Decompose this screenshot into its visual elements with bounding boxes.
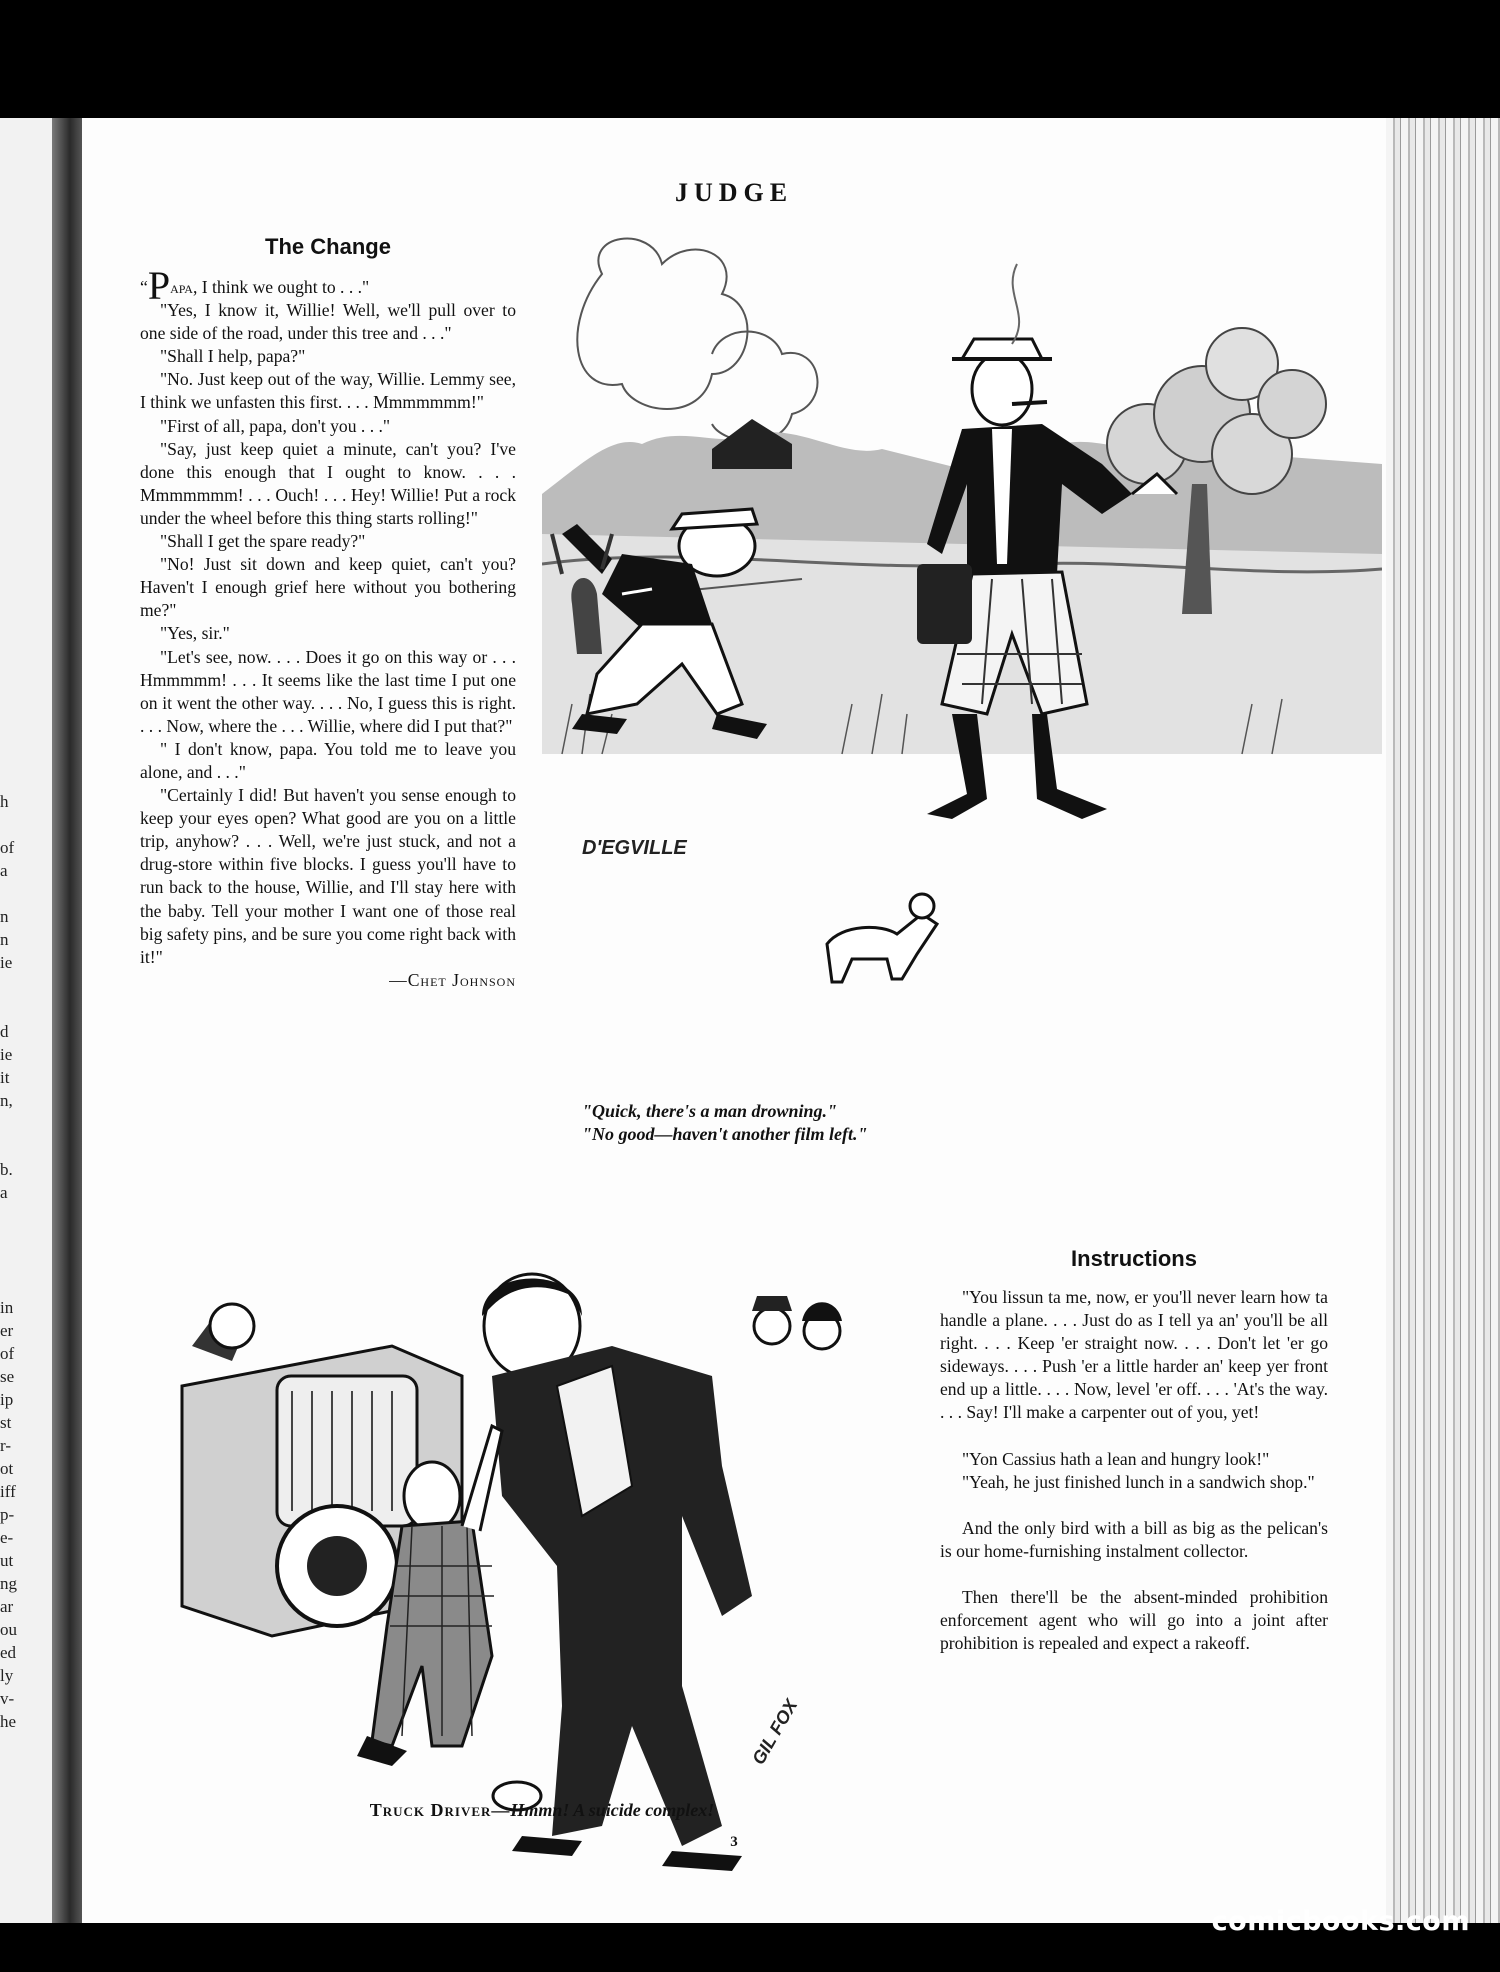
- left-page-fragment: ar: [0, 1597, 14, 1616]
- instructions-heading: Instructions: [1071, 1246, 1197, 1271]
- story-paragraph: "Certainly I did! But haven't you sense enough to keep your eyes open? What good are you on a little trip, anyhow? . . . Well, we're just stuck, and not a drug-store within five blocks. I guess you'll have to run back to the house, Willie, and I'll stay here with the baby. Tell your mother I want one of those real big safety pins, and be sure you come right back with it!": [140, 785, 516, 967]
- small-dog: [827, 894, 937, 982]
- left-page-fragment: b.: [0, 1160, 13, 1179]
- left-page-fragment: r-: [0, 1436, 11, 1455]
- cartoon1-caption: [582, 1100, 1282, 1146]
- page-number: 3: [730, 1834, 738, 1850]
- left-page-fragment: ot: [0, 1459, 14, 1478]
- story-first-caps: apa: [170, 277, 193, 297]
- left-page-fragment: a: [0, 861, 8, 880]
- story-paragraph: "Yes, sir.": [160, 623, 230, 644]
- caption-quote: Hmmn! A suicide complex!: [510, 1800, 715, 1820]
- left-page-fragment: v-: [0, 1689, 15, 1708]
- story-paragraph: "First of all, papa, don't you . . .": [160, 415, 391, 436]
- left-page-fragment: [0, 1204, 18, 1227]
- left-page-fragment: ly: [0, 1666, 14, 1685]
- cartoon2-signature: GIL FOX: [748, 1695, 802, 1768]
- left-page-fragment: e-: [0, 1528, 14, 1547]
- left-page-fragment: iff: [0, 1482, 16, 1501]
- left-page-fragment: se: [0, 1367, 15, 1386]
- left-page-fragment: of: [0, 1344, 15, 1363]
- left-page-fragment: [0, 1112, 18, 1135]
- left-page-fragment: ie: [0, 953, 13, 972]
- caption-line-2: "No good—haven't another film left.": [582, 1124, 868, 1144]
- instructions-paragraph: "You lissun ta me, now, er you'll never learn how ta handle a plane. . . . Just do as I tell ya an' you'll be all right. . . . Keep 'er straight now. . . . Don't let 'er go sideways. . . . Push 'er a little harder an' keep yer front end up a little. . . . Now, level 'er off. . . . 'At's the way. . . . Say! I'll make a carpenter out of you, yet!: [940, 1287, 1328, 1423]
- caption-speaker: Truck Driver—: [369, 1800, 511, 1820]
- left-page-fragment: [0, 1227, 18, 1250]
- instructions-paragraph: And the only bird with a bill as big as the pelican's is our home-furnishing instalment collector.: [940, 1517, 1328, 1561]
- left-page-text-fragments: [0, 790, 18, 1733]
- left-page-fragment: d: [0, 1022, 9, 1041]
- story-first-rest: , I think we ought to . . .": [192, 277, 370, 297]
- story-paragraph: "Yes, I know it, Willie! Well, we'll pull over to one side of the road, under this tree and . . .": [140, 300, 516, 344]
- cartoon1-signature: D'EGVILLE: [582, 837, 687, 859]
- left-page-fragment: n: [0, 907, 9, 926]
- left-page-fragment: n,: [0, 1091, 13, 1110]
- story-paragraph: "No! Just sit down and keep quiet, can't you? Haven't I enough grief here without you bothering me?": [140, 554, 516, 621]
- magazine-title: JUDGE: [674, 178, 794, 207]
- left-page-fragment: [0, 813, 18, 836]
- story-paragraph: "Let's see, now. . . . Does it go on this way or . . . Hmmmmm! . . . It seems like the last time I put one on it went the other way. . . . No, I guess this is right. . . . Now, where the . . . Willie, where did I put that?": [140, 646, 516, 736]
- story-paragraph: "Say, just keep quiet a minute, can't you? I've done this enough that I ought to know. . . . Mmmmmmm! . . . Ouch! . . . Hey! Willie! Put a rock under the wheel before this thing starts rolling!": [140, 438, 516, 528]
- instructions-paragraph: "Yon Cassius hath a lean and hungry look!": [962, 1448, 1270, 1469]
- onlookers: [752, 1296, 842, 1349]
- left-page-fragment: [0, 974, 18, 997]
- story-paragraph: "No. Just keep out of the way, Willie. Lemmy see, I think we unfasten this first. . . . Mmmmmmm!": [140, 369, 516, 413]
- left-page-fragment: st: [0, 1413, 12, 1432]
- story-heading: The Change: [265, 234, 391, 259]
- left-page-fragment: [0, 882, 18, 905]
- left-page-fragment: in: [0, 1298, 14, 1317]
- instructions-paragraph: "Yeah, he just finished lunch in a sandwich shop.": [962, 1471, 1315, 1492]
- cartoon2-caption: [162, 1800, 922, 1821]
- cartoon-photographer-illustration: [542, 234, 1382, 994]
- instructions-paragraph: Then there'll be the absent-minded prohibition enforcement agent who will go into a joint after prohibition is repealed and expect a rakeoff.: [940, 1586, 1328, 1654]
- left-page-fragment: he: [0, 1712, 17, 1731]
- story-first-paragraph: “Papa, I think we ought to . . .": [140, 263, 370, 308]
- left-page-fragment: n: [0, 930, 9, 949]
- left-page-fragment: ip: [0, 1390, 14, 1409]
- book-gutter: [52, 118, 82, 1923]
- left-page-fragment: [0, 1135, 18, 1158]
- instructions-body: [940, 1286, 1328, 1655]
- left-page-fragment: [0, 997, 18, 1020]
- left-page-fragment: ut: [0, 1551, 14, 1570]
- story-paragraph: "Shall I get the spare ready?": [160, 531, 366, 552]
- watermark: comicbooks.com: [1211, 1906, 1470, 1937]
- left-page-fragment: [0, 1273, 18, 1296]
- left-page-fragment: p-: [0, 1505, 15, 1524]
- story-byline: —Chet Johnson: [389, 969, 516, 990]
- caption-line-1: "Quick, there's a man drowning.": [582, 1101, 838, 1121]
- drop-cap: P: [147, 263, 171, 308]
- left-page-fragment: h: [0, 792, 9, 811]
- left-page-fragment: ed: [0, 1643, 17, 1662]
- left-page-fragment: er: [0, 1321, 14, 1340]
- left-page-fragment: ou: [0, 1620, 17, 1639]
- story-body: [140, 263, 516, 992]
- left-page-fragment: a: [0, 1183, 8, 1202]
- page-edges: [1386, 118, 1500, 1923]
- story-paragraph: "Shall I help, papa?": [160, 346, 306, 367]
- left-page-fragment: ie: [0, 1045, 13, 1064]
- left-page-fragment: ng: [0, 1574, 17, 1593]
- magazine-page: [82, 118, 1386, 1923]
- left-page-fragment: of: [0, 838, 15, 857]
- left-page-fragment: it: [0, 1068, 10, 1087]
- left-page-fragment: [0, 1250, 18, 1273]
- story-paragraph: " I don't know, papa. You told me to leave you alone, and . . .": [140, 738, 516, 782]
